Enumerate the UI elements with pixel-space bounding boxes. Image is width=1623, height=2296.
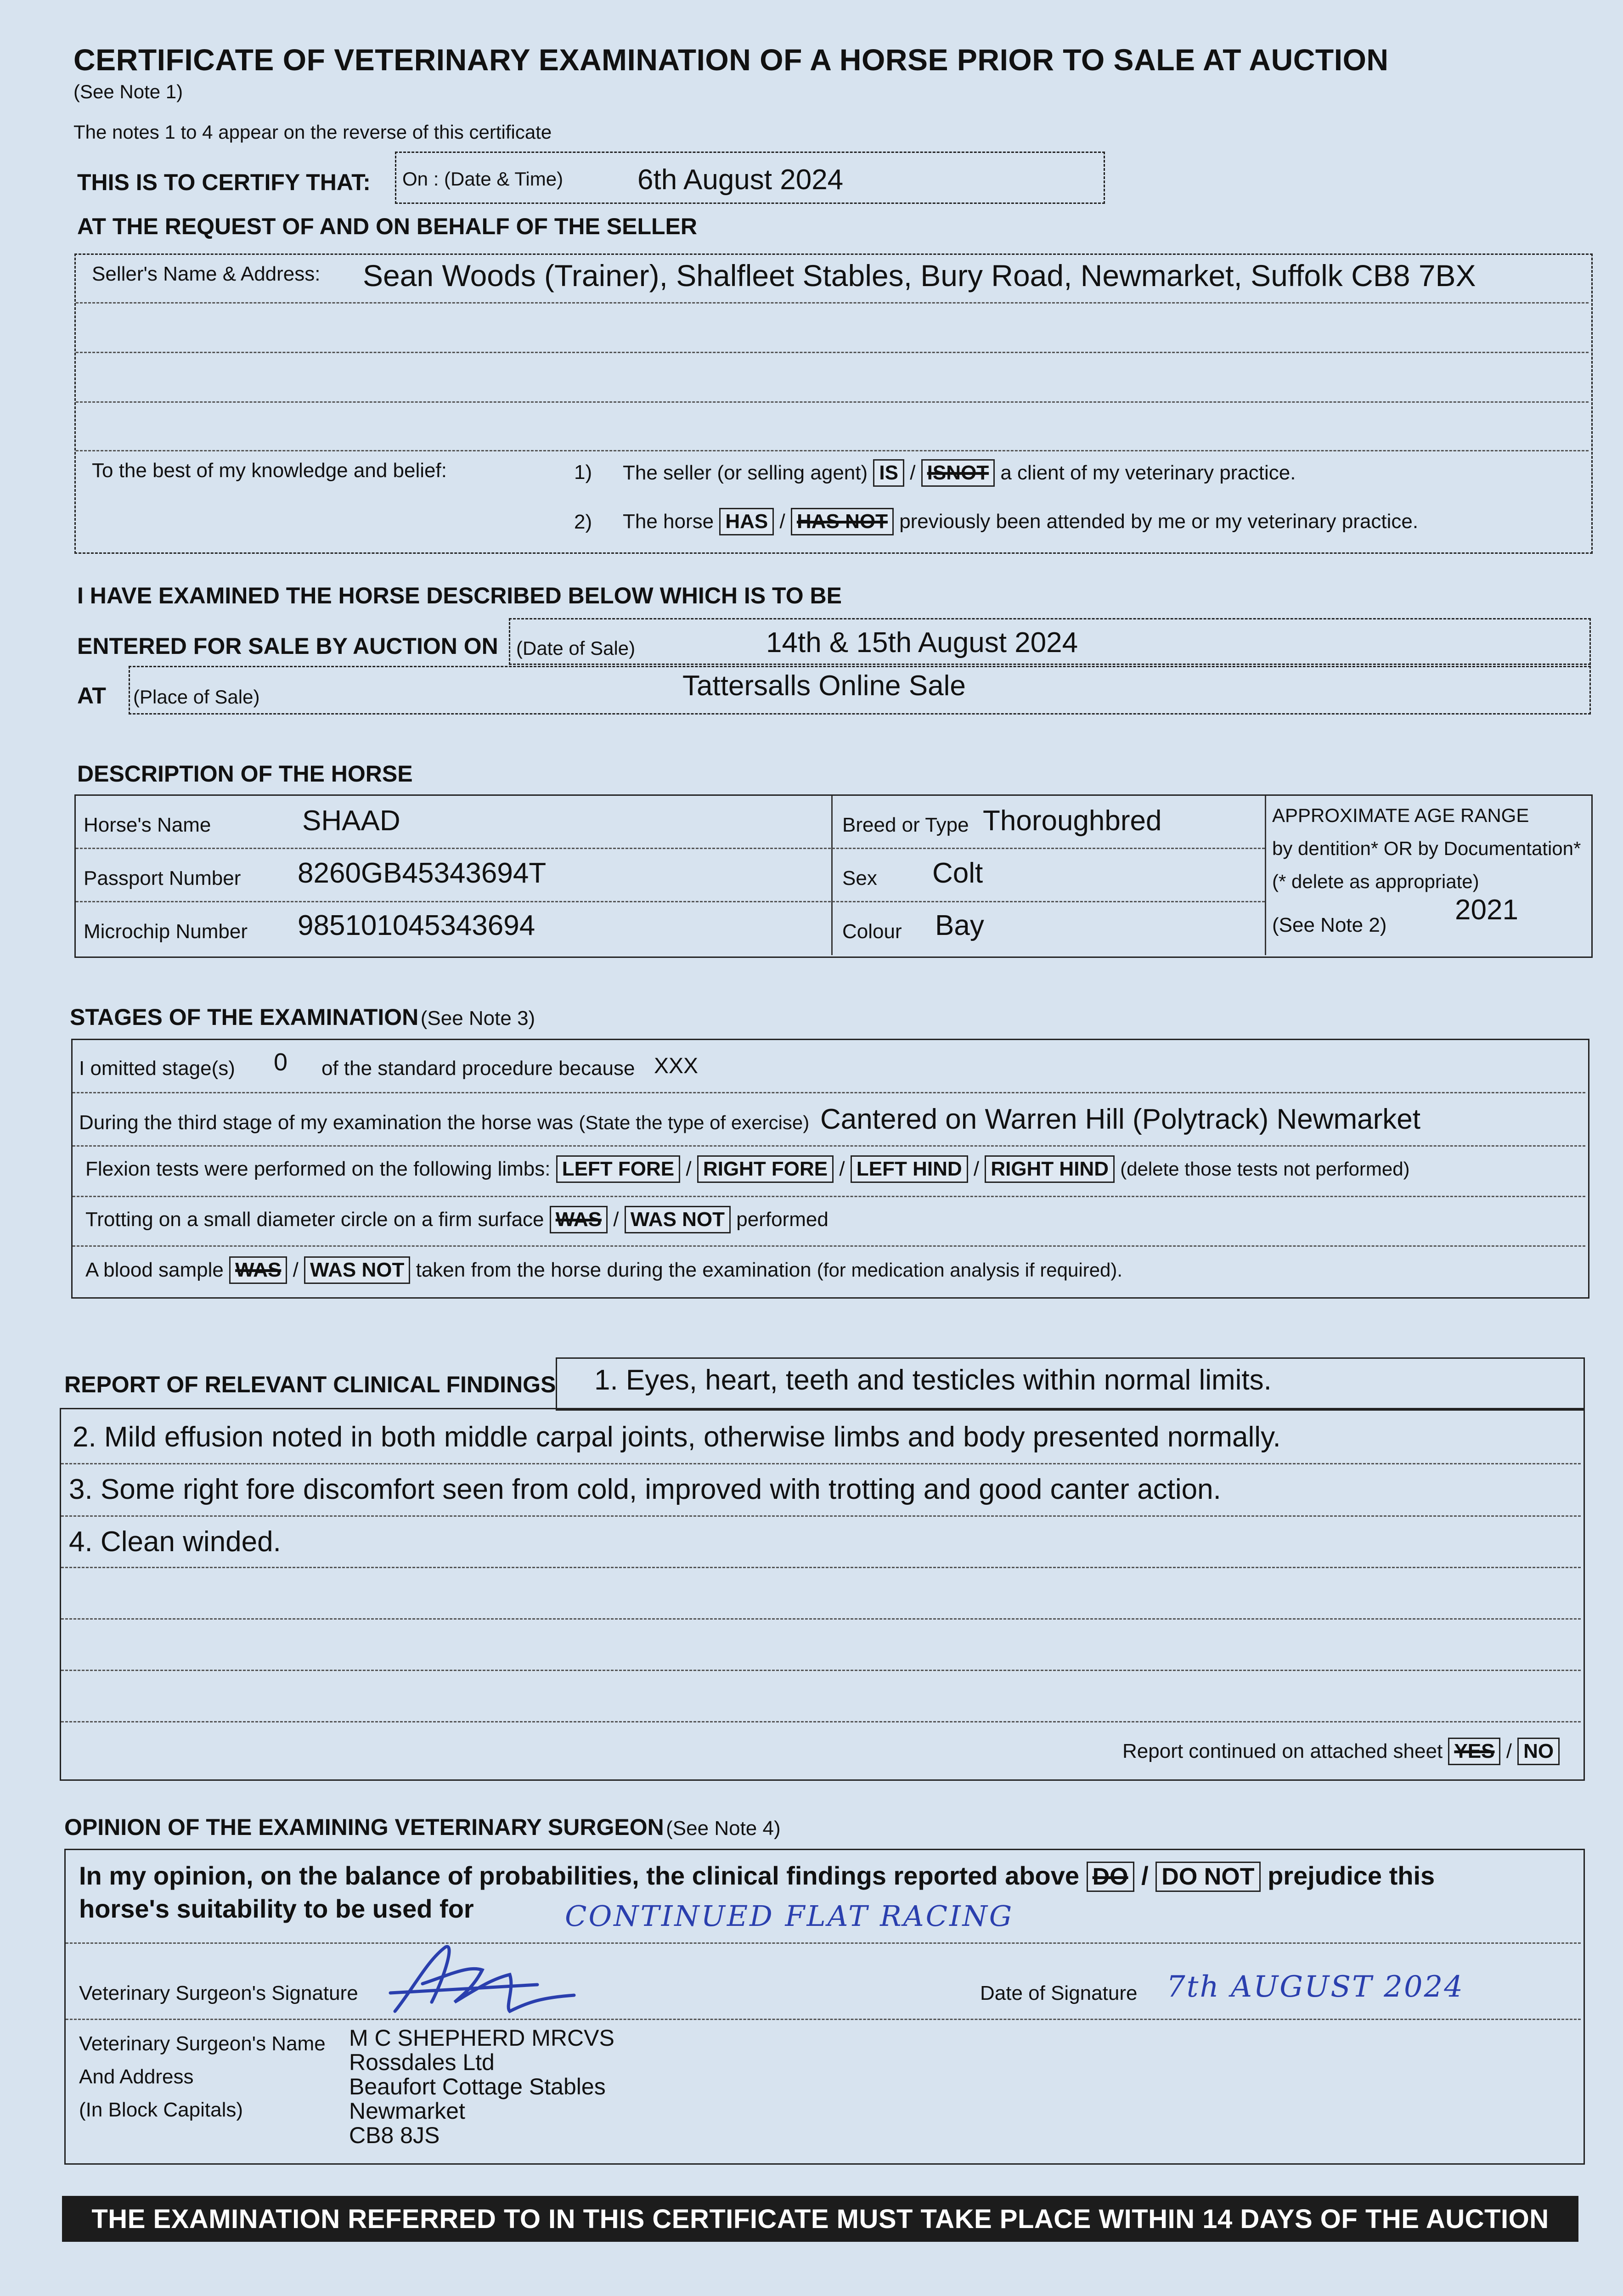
on-date-label: On : (Date & Time)	[402, 168, 564, 190]
footer-banner: THE EXAMINATION REFERRED TO IN THIS CERTIFICATE MUST TAKE PLACE WITHIN 14 DAYS OF THE AUCTION	[62, 2196, 1578, 2242]
has-attended-option[interactable]: HAS	[719, 508, 774, 535]
vet-addr-3[interactable]: Newmarket	[349, 2098, 465, 2124]
examined-heading: I HAVE EXAMINED THE HORSE DESCRIBED BELOW WHICH IS TO BE	[77, 583, 842, 608]
signature-label: Veterinary Surgeon's Signature	[79, 1982, 358, 2004]
trotting-post: performed	[736, 1208, 828, 1231]
belief-item1-post: a client of my veterinary practice.	[1000, 461, 1296, 484]
belief-item1-pre: The seller (or selling agent)	[623, 461, 868, 484]
belief-item1-num: 1)	[574, 461, 592, 484]
vet-address-label: And Address	[79, 2065, 194, 2088]
continued-yes-option[interactable]: YES	[1448, 1738, 1500, 1765]
flexion-note: (delete those tests not performed)	[1120, 1158, 1410, 1180]
entered-label: ENTERED FOR SALE BY AUCTION ON	[77, 633, 498, 659]
age-see-note: (See Note 2)	[1272, 914, 1387, 936]
trotting-row	[85, 1206, 828, 1233]
colour-value[interactable]: Bay	[935, 910, 984, 941]
breed-label: Breed or Type	[842, 814, 969, 836]
findings-line-3	[61, 1567, 1581, 1568]
belief-item1	[623, 459, 1296, 487]
finding-4[interactable]: 4. Clean winded.	[69, 1526, 281, 1558]
stages-line-3	[73, 1196, 1585, 1197]
sale-place-value[interactable]: Tattersalls Online Sale	[682, 670, 966, 702]
finding-2[interactable]: 2. Mild effusion noted in both middle carpal joints, otherwise limbs and body presented normally.	[73, 1421, 1281, 1453]
vet-address-block	[349, 2026, 614, 2148]
finding-3[interactable]: 3. Some right fore discomfort seen from cold, improved with trotting and good canter action.	[69, 1474, 1221, 1505]
continued-no-option[interactable]: NO	[1517, 1738, 1560, 1765]
blood-sep: /	[293, 1259, 299, 1281]
certify-date-value[interactable]: 6th August 2024	[637, 164, 844, 196]
vet-caps-label: (In Block Capitals)	[79, 2099, 243, 2121]
sale-date-label: (Date of Sale)	[516, 637, 636, 659]
certificate-title: CERTIFICATE OF VETERINARY EXAMINATION OF A HORSE PRIOR TO SALE AT AUCTION	[73, 43, 1389, 77]
opinion-text-pre: In my opinion, on the balance of probabilities, the clinical findings reported above	[79, 1861, 1080, 1890]
passport-value[interactable]: 8260GB45343694T	[298, 857, 547, 889]
seller-line-3	[76, 401, 1589, 403]
third-stage-label: During the third stage of my examination the horse was	[79, 1111, 574, 1134]
third-stage	[79, 1111, 809, 1134]
signature-mark[interactable]	[377, 1933, 634, 2025]
belief-item2-post: previously been attended by me or my veterinary practice.	[899, 510, 1419, 533]
blood-post: taken from the horse during the examination	[416, 1259, 812, 1281]
finding-1[interactable]: 1. Eyes, heart, teeth and testicles within normal limits.	[594, 1364, 1272, 1396]
omitted-reason[interactable]: XXX	[654, 1054, 699, 1078]
certify-label: THIS IS TO CERTIFY THAT:	[77, 169, 371, 195]
flexion-label: Flexion tests were performed on the following limbs:	[85, 1158, 551, 1180]
description-heading: DESCRIPTION OF THE HORSE	[77, 761, 413, 787]
vet-addr-2[interactable]: Beaufort Cottage Stables	[349, 2074, 606, 2099]
blood-was-option[interactable]: WAS	[229, 1256, 287, 1284]
stages-line-1	[73, 1092, 1585, 1093]
belief-item2	[623, 508, 1418, 535]
findings-line-1	[61, 1463, 1581, 1464]
opinion-heading-note: (See Note 4)	[666, 1817, 781, 1840]
omitted-mid: of the standard procedure because	[321, 1057, 635, 1080]
flexion-left-hind[interactable]: LEFT HIND	[851, 1155, 968, 1183]
opinion-use-value[interactable]: CONTINUED FLAT RACING	[565, 1899, 1014, 1933]
flexion-row	[85, 1155, 1410, 1183]
age-value[interactable]: 2021	[1455, 894, 1518, 926]
vet-name-value[interactable]: M C SHEPHERD MRCVS	[349, 2025, 614, 2051]
flexion-right-fore[interactable]: RIGHT FORE	[697, 1155, 834, 1183]
belief-label: To the best of my knowledge and belief:	[92, 459, 447, 482]
belief-item1-sep: /	[910, 461, 916, 484]
blood-row	[85, 1256, 1122, 1284]
opinion-text-line2: horse's suitability to be used for	[79, 1894, 474, 1923]
seller-line-2	[76, 352, 1589, 353]
stages-line-4	[73, 1245, 1585, 1247]
has-not-attended-option[interactable]: HAS NOT	[791, 508, 894, 535]
opinion-sep: /	[1141, 1861, 1149, 1890]
opinion-heading: OPINION OF THE EXAMINING VETERINARY SURGEON	[64, 1814, 664, 1840]
flexion-sep-2: /	[839, 1158, 845, 1180]
is-client-option[interactable]: IS	[873, 459, 904, 487]
is-not-client-option[interactable]: ISNOT	[921, 459, 995, 487]
trotting-sep: /	[613, 1208, 619, 1231]
stages-line-2	[73, 1145, 1585, 1147]
opinion-do-option[interactable]: DO	[1087, 1862, 1134, 1892]
passport-label: Passport Number	[84, 867, 241, 889]
vet-addr-4[interactable]: CB8 8JS	[349, 2122, 440, 2148]
belief-item2-pre: The horse	[623, 510, 714, 533]
findings-continued-row	[1122, 1738, 1560, 1765]
continued-label: Report continued on attached sheet	[1122, 1740, 1443, 1762]
third-stage-value[interactable]: Cantered on Warren Hill (Polytrack) Newmarket	[820, 1103, 1420, 1135]
flexion-right-hind[interactable]: RIGHT HIND	[985, 1155, 1115, 1183]
omitted-value[interactable]: 0	[274, 1048, 288, 1076]
age-delete-note: (* delete as appropriate)	[1272, 871, 1479, 892]
findings-line-2	[61, 1515, 1581, 1517]
trotting-was-not-option[interactable]: WAS NOT	[625, 1206, 731, 1233]
seller-label: Seller's Name & Address:	[92, 263, 321, 285]
see-note-1: (See Note 1)	[73, 81, 183, 102]
request-heading: AT THE REQUEST OF AND ON BEHALF OF THE SELLER	[77, 214, 697, 239]
vet-addr-1[interactable]: Rossdales Ltd	[349, 2049, 495, 2075]
belief-item2-sep: /	[779, 510, 785, 533]
belief-item2-num: 2)	[574, 511, 592, 533]
opinion-line-2	[66, 2019, 1581, 2020]
desc-row-line-1	[76, 848, 1265, 849]
age-line: by dentition* OR by Documentation*	[1272, 838, 1581, 859]
stages-heading-row	[70, 1004, 535, 1030]
blood-pre: A blood sample	[85, 1259, 224, 1281]
breed-value[interactable]: Thoroughbred	[983, 805, 1162, 837]
third-stage-note: (State the type of exercise)	[579, 1112, 810, 1133]
sex-label: Sex	[842, 867, 877, 889]
stages-heading-note: (See Note 3)	[420, 1007, 535, 1030]
microchip-label: Microchip Number	[84, 920, 248, 943]
seller-line-1	[76, 302, 1589, 304]
findings-heading: REPORT OF RELEVANT CLINICAL FINDINGS	[64, 1372, 556, 1397]
flexion-sep-1: /	[686, 1158, 692, 1180]
flexion-left-fore[interactable]: LEFT FORE	[556, 1155, 680, 1183]
horse-name-label: Horse's Name	[84, 814, 211, 836]
desc-row-line-2	[76, 901, 1265, 902]
sex-value[interactable]: Colt	[932, 857, 983, 889]
findings-line-5	[61, 1670, 1581, 1671]
sale-place-label: (Place of Sale)	[133, 686, 260, 708]
omitted-pre: I omitted stage(s)	[79, 1057, 235, 1080]
opinion-text-row	[79, 1861, 1435, 1892]
date-signature-value[interactable]: 7th AUGUST 2024	[1167, 1970, 1464, 2004]
date-signature-label: Date of Signature	[980, 1982, 1138, 2004]
findings-line-4	[61, 1618, 1581, 1620]
colour-label: Colour	[842, 920, 902, 943]
desc-col-divider-2	[1265, 796, 1266, 955]
blood-was-not-option[interactable]: WAS NOT	[304, 1256, 410, 1284]
seller-value[interactable]: Sean Woods (Trainer), Shalfleet Stables, Bury Road, Newmarket, Suffolk CB8 7BX	[363, 259, 1476, 293]
at-label: AT	[77, 683, 106, 709]
seller-line-4	[76, 450, 1589, 451]
age-heading: APPROXIMATE AGE RANGE	[1272, 805, 1529, 826]
desc-col-divider-1	[831, 796, 833, 955]
flexion-sep-3: /	[973, 1158, 980, 1180]
sale-date-value[interactable]: 14th & 15th August 2024	[766, 627, 1078, 658]
opinion-text-post: prejudice this	[1268, 1861, 1435, 1890]
trotting-was-option[interactable]: WAS	[550, 1206, 608, 1233]
trotting-pre: Trotting on a small diameter circle on a firm surface	[85, 1208, 544, 1231]
microchip-value[interactable]: 985101045343694	[298, 910, 535, 941]
vet-name-label: Veterinary Surgeon's Name	[79, 2032, 326, 2055]
findings-line-6	[61, 1721, 1581, 1722]
opinion-line-1	[66, 1942, 1581, 1944]
opinion-do-not-option[interactable]: DO NOT	[1155, 1862, 1260, 1892]
stages-heading: STAGES OF THE EXAMINATION	[70, 1004, 419, 1030]
notes-line: The notes 1 to 4 appear on the reverse of this certificate	[73, 121, 552, 143]
continued-sep: /	[1506, 1740, 1512, 1762]
blood-note: (for medication analysis if required).	[817, 1259, 1123, 1281]
horse-name-value[interactable]: SHAAD	[302, 805, 400, 837]
opinion-heading-row	[64, 1814, 781, 1840]
